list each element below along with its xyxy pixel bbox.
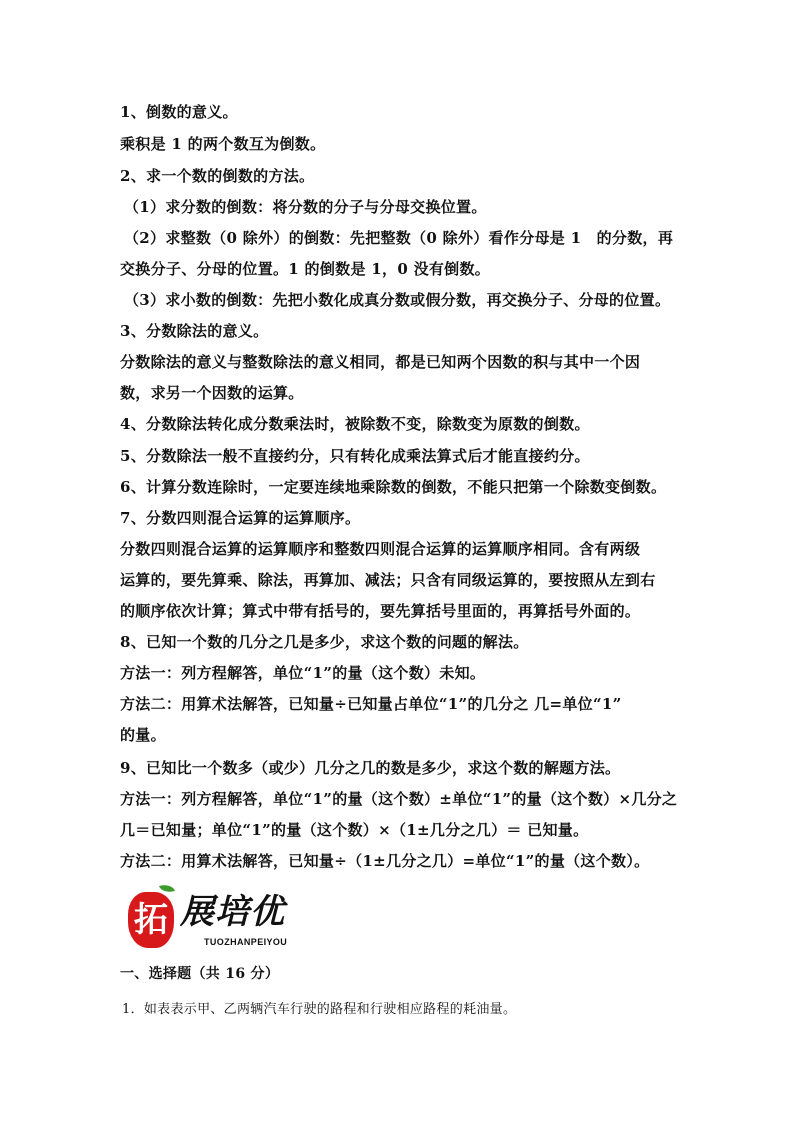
heading-8: 8、已知一个数的几分之几是多少，求这个数的问题的解法。 xyxy=(120,633,529,651)
heading-3: 3、分数除法的意义。 xyxy=(120,322,269,340)
logo-text: 展培优 xyxy=(180,892,285,932)
heading-6: 6、计算分数连除时，一定要连续地乘除数的倒数，不能只把第一个除数变倒数。 xyxy=(120,478,667,496)
item-2-2-cont: 交换分子、分母的位置。1 的倒数是 1，0 没有倒数。 xyxy=(120,260,491,278)
heading-7: 7、分数四则混合运算的运算顺序。 xyxy=(120,509,361,527)
paragraph-7a: 分数四则混合运算的运算顺序和整数四则混合运算的运算顺序相同。含有两级 xyxy=(120,540,641,558)
paragraph-1: 乘积是 1 的两个数互为倒数。 xyxy=(120,135,326,153)
heading-4: 4、分数除法转化成分数乘法时，被除数不变，除数变为原数的倒数。 xyxy=(120,415,590,433)
logo-mark xyxy=(128,892,174,948)
method-8-1: 方法一：列方程解答，单位“1”的量（这个数）未知。 xyxy=(120,664,486,682)
method-8-2-cont: 的量。 xyxy=(120,726,166,744)
heading-5: 5、分数除法一般不直接约分，只有转化成乘法算式后才能直接约分。 xyxy=(120,447,590,465)
paragraph-3b: 数，求另一个因数的运算。 xyxy=(120,384,304,402)
section-title: 一、选择题（共 16 分） xyxy=(120,966,280,982)
item-2-3: （3）求小数的倒数：先把小数化成真分数或假分数，再交换分子、分母的位置。 xyxy=(124,291,671,309)
question-1: 1．如表表示甲、乙两辆汽车行驶的路程和行驶相应路程的耗油量。 xyxy=(122,1002,517,1017)
brand-logo xyxy=(124,884,314,956)
method-8-2: 方法二：用算术法解答，已知量÷已知量占单位“1”的几分之 几=单位“1” xyxy=(120,695,622,713)
method-9-2: 方法二：用算术法解答，已知量÷（1±几分之几）=单位“1”的量（这个数）。 xyxy=(120,852,650,870)
paragraph-7b: 运算的，要先算乘、除法，再算加、减法；只含有同级运算的，要按照从左到右 xyxy=(120,571,656,589)
heading-9: 9、已知比一个数多（或少）几分之几的数是多少，求这个数的解题方法。 xyxy=(120,759,621,777)
heading-2: 2、求一个数的倒数的方法。 xyxy=(120,167,315,185)
method-9-1-cont: 几＝已知量；单位“1”的量（这个数）×（1±几分之几）＝ 已知量。 xyxy=(120,821,589,839)
method-9-1: 方法一：列方程解答，单位“1”的量（这个数）±单位“1”的量（这个数）×几分之 xyxy=(120,790,678,808)
paragraph-3a: 分数除法的意义与整数除法的意义相同，都是已知两个因数的积与其中一个因 xyxy=(120,353,641,371)
item-2-1: （1）求分数的倒数：将分数的分子与分母交换位置。 xyxy=(124,198,487,216)
item-2-2: （2）求整数（0 除外）的倒数：先把整数（0 除外）看作分母是 1 的分数，再 xyxy=(124,229,674,247)
logo-mark-char: 拓 xyxy=(134,900,168,940)
logo-subtitle: TUOZHANPEIYOU xyxy=(204,937,288,947)
paragraph-7c: 的顺序依次计算；算式中带有括号的，要先算括号里面的，再算括号外面的。 xyxy=(120,602,641,620)
heading-1: 1、倒数的意义。 xyxy=(120,103,238,121)
